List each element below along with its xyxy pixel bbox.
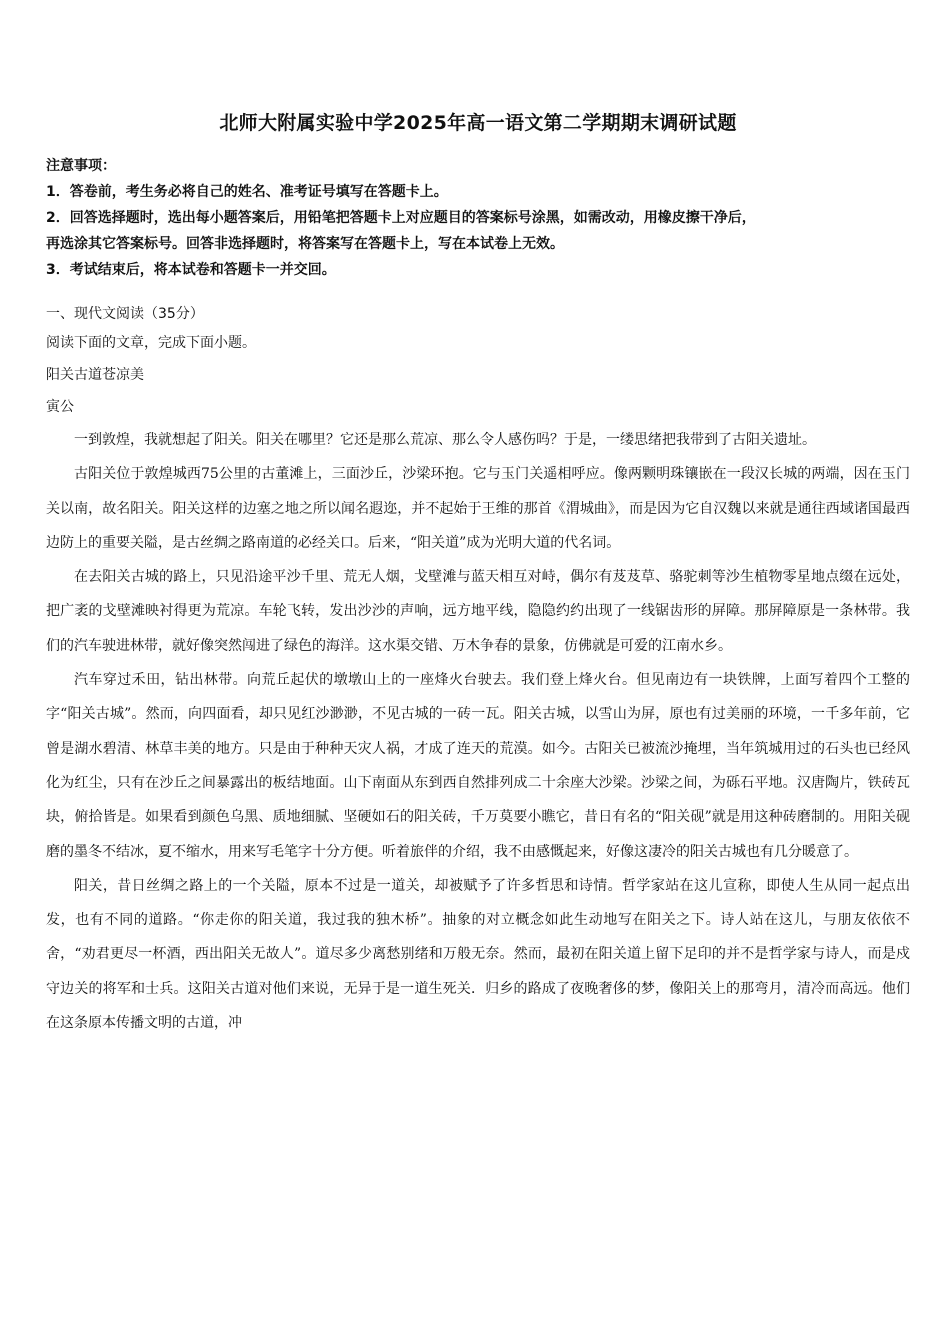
article-title: 阳关古道苍凉美	[46, 367, 144, 383]
notice-heading: 注意事项：	[46, 158, 116, 174]
notice-item: 再选涂其它答案标号。回答非选择题时，将答案写在答题卡上，写在本试卷上无效。	[46, 236, 564, 252]
article-author: 寅公	[46, 399, 74, 415]
section-heading: 一、现代文阅读（35分）	[46, 306, 204, 322]
article-paragraph: 阳关，昔日丝绸之路上的一个关隘，原本不过是一道关，却被赋予了许多哲思和诗情。哲学家站在这儿宣称，即使人生从同一起点出发，也有不同的道路。“你走你的阳关道，我过我的独木桥”。抽象的对立概念如此生动地写在阳关之下。诗人站在这儿，与朋友依依不舍，“劝君更尽一杯酒，西出阳关无故人”。道尽多少离愁别绪和万般无奈。然而，最初在阳关道上留下足印的并不是哲学家与诗人，而是戍守边关的将军和士兵。这阳关古道对他们来说，无异于是一道生死关．归乡的路成了夜晚奢侈的梦，像阳关上的那弯月，清冷而高远。他们在这条原本传播文明的古道，冲	[46, 877, 910, 1032]
article-paragraph: 古阳关位于敦煌城西75公里的古董滩上，三面沙丘，沙梁环抱。它与玉门关遥相呼应。像两颗明珠镶嵌在一段汉长城的两端，因在玉门关以南，故名阳关。阳关这样的边塞之地之所以闻名遐迩，并不起始于王维的那首《渭城曲》，而是因为它自汉魏以来就是通往西域诸国最西边防上的重要关隘，是古丝绸之路南道的必经关口。后来，“阳关道”成为光明大道的代名词。	[46, 466, 910, 551]
article-paragraph: 一到敦煌，我就想起了阳关。阳关在哪里？它还是那么荒凉、那么令人感伤吗？于是，一缕思绪把我带到了古阳关遗址。	[74, 432, 816, 448]
article-body	[46, 423, 910, 1040]
article-paragraph: 汽车穿过禾田，钻出林带。向荒丘起伏的墩墩山上的一座烽火台驶去。我们登上烽火台。但见南边有一块铁牌，上面写着四个工整的字“阳关古城”。然而，向四面看，却只见红沙渺渺，不见古城的一砖一瓦。阳关古城，以雪山为屏，原也有过美丽的环境，一千多年前，它曾是湖水碧清、林草丰美的地方。只是由于种种天灾人祸，才成了连天的荒漠。如今。古阳关已被流沙掩埋，当年筑城用过的石头也已经风化为红尘，只有在沙丘之间暴露出的板结地面。山下南面从东到西自然排列成二十余座大沙梁。沙梁之间，为砾石平地。汉唐陶片，铁砖瓦块，俯拾皆是。如果看到颜色乌黑、质地细腻、坚硬如石的阳关砖，千万莫要小瞧它，昔日有名的“阳关砚”就是用这种砖磨制的。用阳关砚磨的墨冬不结冰，夏不缩水，用来写毛笔字十分方便。听着旅伴的介绍，我不由感慨起来，好像这凄冷的阳关古城也有几分暖意了。	[46, 672, 910, 860]
reading-instruction: 阅读下面的文章，完成下面小题。	[46, 335, 256, 351]
notice-item: 1．答卷前，考生务必将自己的姓名、准考证号填写在答题卡上。	[46, 184, 448, 200]
notice-block	[46, 153, 910, 283]
notice-item: 2．回答选择题时，选出每小题答案后，用铅笔把答题卡上对应题目的答案标号涂黑，如需改动，用橡皮擦干净后，	[46, 210, 756, 226]
notice-item: 3．考试结束后，将本试卷和答题卡一并交回。	[46, 262, 336, 278]
article-paragraph: 在去阳关古城的路上，只见沿途平沙千里、荒无人烟，戈壁滩与蓝天相互对峙，偶尔有芨芨草、骆驼刺等沙生植物零星地点缀在远处，把广袤的戈壁滩映衬得更为荒凉。车轮飞转，发出沙沙的声响，远方地平线，隐隐约约出现了一线锯齿形的屏障。那屏障原是一条林带。我们的汽车驶进林带，就好像突然闯进了绿色的海洋。这水渠交错、万木争春的景象，仿佛就是可爱的江南水乡。	[46, 569, 910, 654]
page-title: 北师大附属实验中学2025年高一语文第二学期期末调研试题	[219, 112, 737, 134]
